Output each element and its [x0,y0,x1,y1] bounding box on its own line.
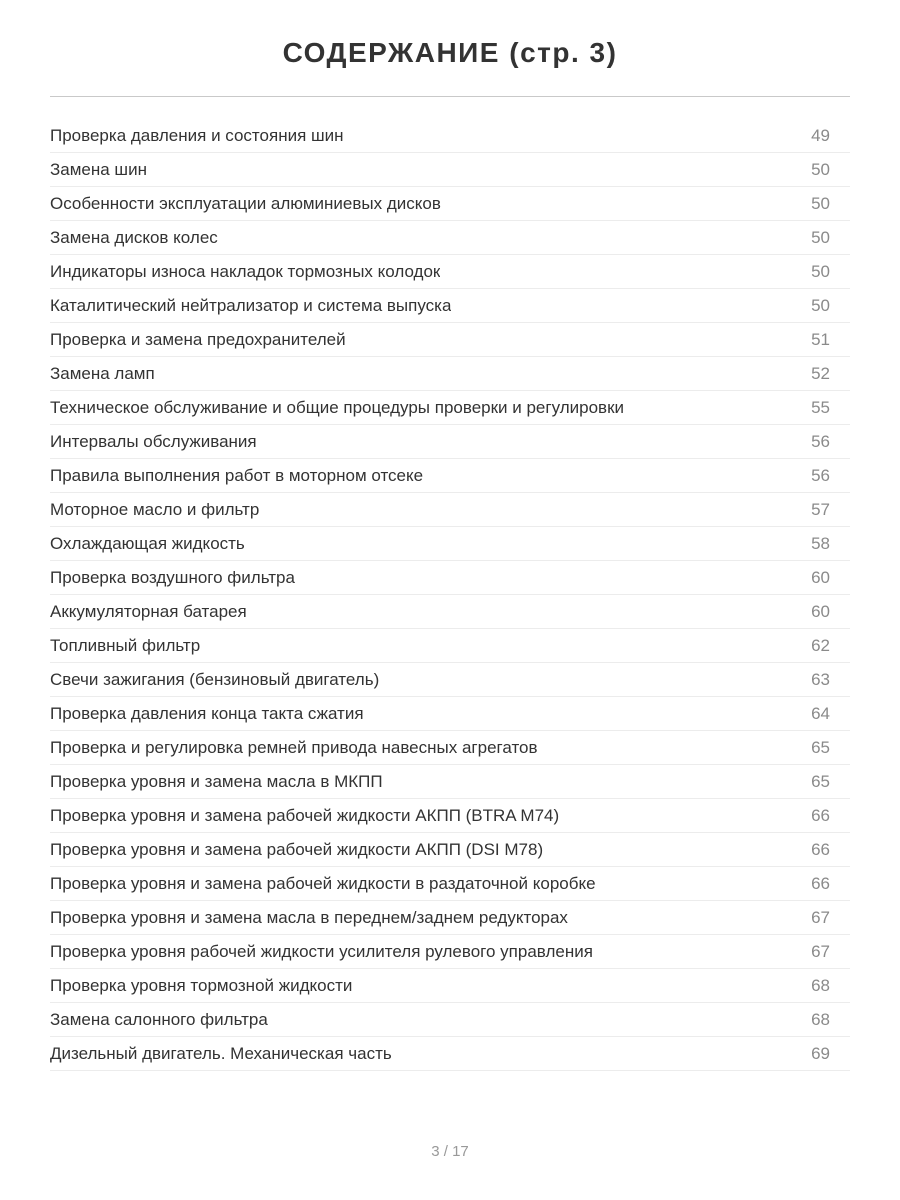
toc-item-page: 67 [811,941,830,961]
toc-item-page: 56 [811,465,830,485]
toc-item-page: 52 [811,363,830,383]
toc-row[interactable] [50,221,850,255]
toc-row[interactable] [50,1003,850,1037]
toc-row[interactable] [50,663,850,697]
toc-item-label: Замена дисков колес [50,227,218,247]
toc-item-label: Проверка уровня и замена рабочей жидкости АКПП (DSI M78) [50,839,544,859]
toc-item-label: Замена салонного фильтра [50,1009,268,1029]
toc-item-page: 63 [811,669,830,689]
toc-item-label: Охлаждающая жидкость [50,533,245,553]
toc-item-page: 66 [811,805,830,825]
toc-item-label: Аккумуляторная батарея [50,601,247,621]
toc-item-page: 49 [811,125,830,145]
toc-row[interactable] [50,255,850,289]
toc-row[interactable] [50,697,850,731]
toc-row[interactable] [50,731,850,765]
toc-list [50,119,850,1071]
toc-item-label: Свечи зажигания (бензиновый двигатель) [50,669,380,689]
toc-row[interactable] [50,187,850,221]
toc-row[interactable] [50,357,850,391]
toc-item-label: Проверка воздушного фильтра [50,567,295,587]
toc-item-label: Проверка уровня рабочей жидкости усилителя рулевого управления [50,941,593,961]
toc-item-label: Индикаторы износа накладок тормозных колодок [50,261,441,281]
toc-item-label: Проверка и замена предохранителей [50,329,346,349]
title-divider [50,96,850,97]
toc-item-page: 55 [811,397,830,417]
toc-item-label: Замена шин [50,159,147,179]
toc-item-page: 68 [811,975,830,995]
toc-item-page: 67 [811,907,830,927]
toc-item-label: Особенности эксплуатации алюминиевых дисков [50,193,441,213]
toc-item-label: Дизельный двигатель. Механическая часть [50,1043,392,1063]
toc-row[interactable] [50,595,850,629]
toc-item-page: 56 [811,431,830,451]
toc-row[interactable] [50,153,850,187]
toc-item-page: 60 [811,601,830,621]
toc-item-page: 50 [811,227,830,247]
toc-row[interactable] [50,459,850,493]
toc-item-label: Проверка уровня тормозной жидкости [50,975,353,995]
toc-row[interactable] [50,425,850,459]
toc-item-page: 51 [811,329,830,349]
toc-item-label: Моторное масло и фильтр [50,499,260,519]
toc-row[interactable] [50,119,850,153]
toc-item-page: 66 [811,873,830,893]
toc-item-label: Проверка уровня и замена рабочей жидкости в раздаточной коробке [50,873,596,893]
toc-item-page: 50 [811,159,830,179]
toc-item-page: 68 [811,1009,830,1029]
toc-item-page: 50 [811,261,830,281]
toc-row[interactable] [50,391,850,425]
toc-row[interactable] [50,629,850,663]
toc-row[interactable] [50,765,850,799]
toc-item-page: 66 [811,839,830,859]
toc-item-label: Каталитический нейтрализатор и система выпуска [50,295,452,315]
toc-item-page: 65 [811,737,830,757]
toc-item-label: Правила выполнения работ в моторном отсеке [50,465,424,485]
toc-item-label: Интервалы обслуживания [50,431,257,451]
toc-row[interactable] [50,969,850,1003]
toc-item-label: Замена ламп [50,363,155,383]
page-title: СОДЕРЖАНИЕ (стр. 3) [282,37,618,68]
toc-item-page: 65 [811,771,830,791]
toc-item-page: 62 [811,635,830,655]
toc-item-label: Проверка давления и состояния шин [50,125,344,145]
toc-item-page: 50 [811,193,830,213]
toc-item-page: 60 [811,567,830,587]
toc-item-label: Техническое обслуживание и общие процедуры проверки и регулировки [50,397,625,417]
toc-row[interactable] [50,833,850,867]
toc-row[interactable] [50,901,850,935]
toc-item-label: Топливный фильтр [50,635,201,655]
toc-item-label: Проверка давления конца такта сжатия [50,703,364,723]
toc-item-label: Проверка уровня и замена масла в переднем/заднем редукторах [50,907,568,927]
toc-row[interactable] [50,527,850,561]
toc-item-page: 69 [811,1043,830,1063]
toc-row[interactable] [50,561,850,595]
toc-row[interactable] [50,1037,850,1071]
toc-row[interactable] [50,323,850,357]
toc-row[interactable] [50,289,850,323]
toc-item-page: 64 [811,703,830,723]
toc-item-label: Проверка и регулировка ремней привода навесных агрегатов [50,737,538,757]
toc-item-page: 58 [811,533,830,553]
toc-row[interactable] [50,935,850,969]
toc-row[interactable] [50,493,850,527]
toc-row[interactable] [50,867,850,901]
toc-item-page: 50 [811,295,830,315]
toc-item-page: 57 [811,499,830,519]
toc-item-label: Проверка уровня и замена масла в МКПП [50,771,383,791]
toc-item-label: Проверка уровня и замена рабочей жидкости АКПП (BTRA M74) [50,805,560,825]
page-indicator: 3 / 17 [431,1143,469,1160]
toc-row[interactable] [50,799,850,833]
